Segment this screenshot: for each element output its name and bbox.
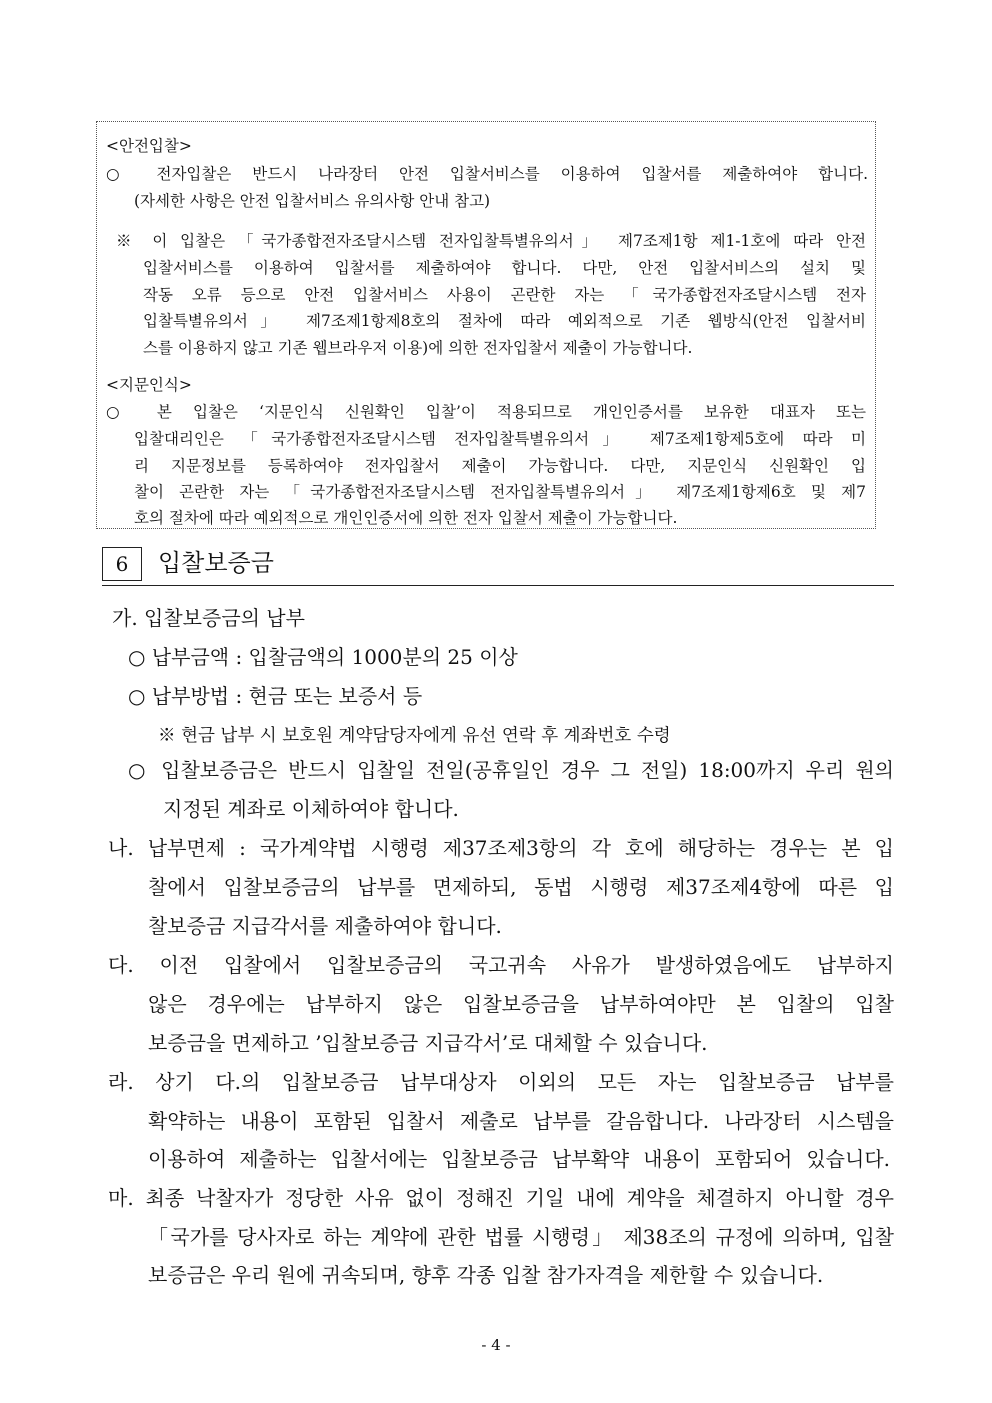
item-ma-line: 보증금은 우리 원에 귀속되며, 향후 각종 입찰 참가자격을 제한할 수 있습니다. [148,1263,824,1287]
item-ga-title: 가. 입찰보증금의 납부 [112,606,305,630]
section-title: 입찰보증금 [158,549,274,577]
section-number: 6 [102,547,142,581]
item-ma-line: 「국가를 당사자로 하는 계약에 관한 법률 시행령」 제38조의 규정에 의하며, 입찰 [148,1225,894,1249]
secure-bid-note-line: ※ 이 입찰은 「국가종합전자조달시스템 전자입찰특별유의서」 제7조제1항 제1-1호에 따라 안전 [116,232,866,250]
secure-bid-note-line: 작동 오류 등으로 안전 입찰서비스 사용이 곤란한 자는 「국가종합전자조달시스템 전자 [143,286,866,304]
page-number: - 4 - [481,1336,511,1354]
item-ra-line: 확약하는 내용이 포함된 입찰서 제출로 납부를 갈음합니다. 나라장터 시스템을 [148,1109,894,1133]
secure-bid-heading: <안전입찰> [106,137,192,155]
item-ga-deadline-line2: 지정된 계좌로 이체하여야 합니다. [163,797,459,821]
fingerprint-heading: <지문인식> [106,376,192,394]
item-ga-method: ○ 납부방법 : 현금 또는 보증서 등 [128,684,423,708]
item-ra-line: 라. 상기 다.의 입찰보증금 납부대상자 이외의 모든 자는 입찰보증금 납부를 [108,1070,894,1094]
fingerprint-line: 리 지문정보를 등록하여야 전자입찰서 제출이 가능합니다. 다만, 지문인식 신원확인 입 [134,457,866,475]
fingerprint-line: 찰이 곤란한 자는 「국가종합전자조달시스템 전자입찰특별유의서」 제7조제1항제6호 및 제7 [134,483,866,501]
item-ga-amount: ○ 납부금액 : 입찰금액의 1000분의 25 이상 [128,645,518,669]
secure-bid-bullet-line2: (자세한 사항은 안전 입찰서비스 유의사항 안내 참고) [134,192,491,210]
item-na-line: 찰에서 입찰보증금의 납부를 면제하되, 동법 시행령 제37조제4항에 따른 입 [148,875,894,899]
item-na-line: 나. 납부면제 : 국가계약법 시행령 제37조제3항의 각 호에 해당하는 경우는 본 입 [108,836,894,860]
item-na-line: 찰보증금 지급각서를 제출하여야 합니다. [148,914,502,938]
section-divider [102,585,894,586]
item-ra-line: 이용하여 제출하는 입찰서에는 입찰보증금 납부확약 내용이 포함되어 있습니다. [148,1147,890,1171]
secure-bid-bullet-line1: ○ 전자입찰은 반드시 나라장터 안전 입찰서비스를 이용하여 입찰서를 제출하여야 합니다. [106,165,868,183]
fingerprint-line: ○ 본 입찰은 ‘지문인식 신원확인 입찰’이 적용되므로 개인인증서를 보유한 대표자 또는 [106,403,866,421]
item-da-line: 보증금을 면제하고 ’입찰보증금 지급각서’로 대체할 수 있습니다. [148,1031,708,1055]
item-ga-deadline-line1: ○ 입찰보증금은 반드시 입찰일 전일(공휴일인 경우 그 전일) 18:00까지 우리 원의 [128,758,894,782]
secure-bid-note-line: 입찰서비스를 이용하여 입찰서를 제출하여야 합니다. 다만, 안전 입찰서비스의 설치 및 [143,259,866,277]
secure-bid-note-line: 스를 이용하지 않고 기존 웹브라우저 이용)에 의한 전자입찰서 제출이 가능합니다. [143,339,693,357]
item-da-line: 다. 이전 입찰에서 입찰보증금의 국고귀속 사유가 발생하였음에도 납부하지 [108,953,894,977]
secure-bid-note-line: 입찰특별유의서」 제7조제1항제8호의 절차에 따라 예외적으로 기존 웹방식(안전 입찰서비 [143,312,866,330]
item-ma-line: 마. 최종 낙찰자가 정당한 사유 없이 정해진 기일 내에 계약을 체결하지 아니할 경우 [108,1186,894,1210]
item-da-line: 않은 경우에는 납부하지 않은 입찰보증금을 납부하여야만 본 입찰의 입찰 [148,992,894,1016]
item-ga-method-note: ※ 현금 납부 시 보호원 계약담당자에게 유선 연락 후 계좌번호 수령 [158,726,671,746]
fingerprint-line: 호의 절차에 따라 예외적으로 개인인증서에 의한 전자 입찰서 제출이 가능합니다. [134,509,678,527]
fingerprint-line: 입찰대리인은 「국가종합전자조달시스템 전자입찰특별유의서」 제7조제1항제5호에 따라 미 [134,430,866,448]
section-heading [102,542,894,586]
